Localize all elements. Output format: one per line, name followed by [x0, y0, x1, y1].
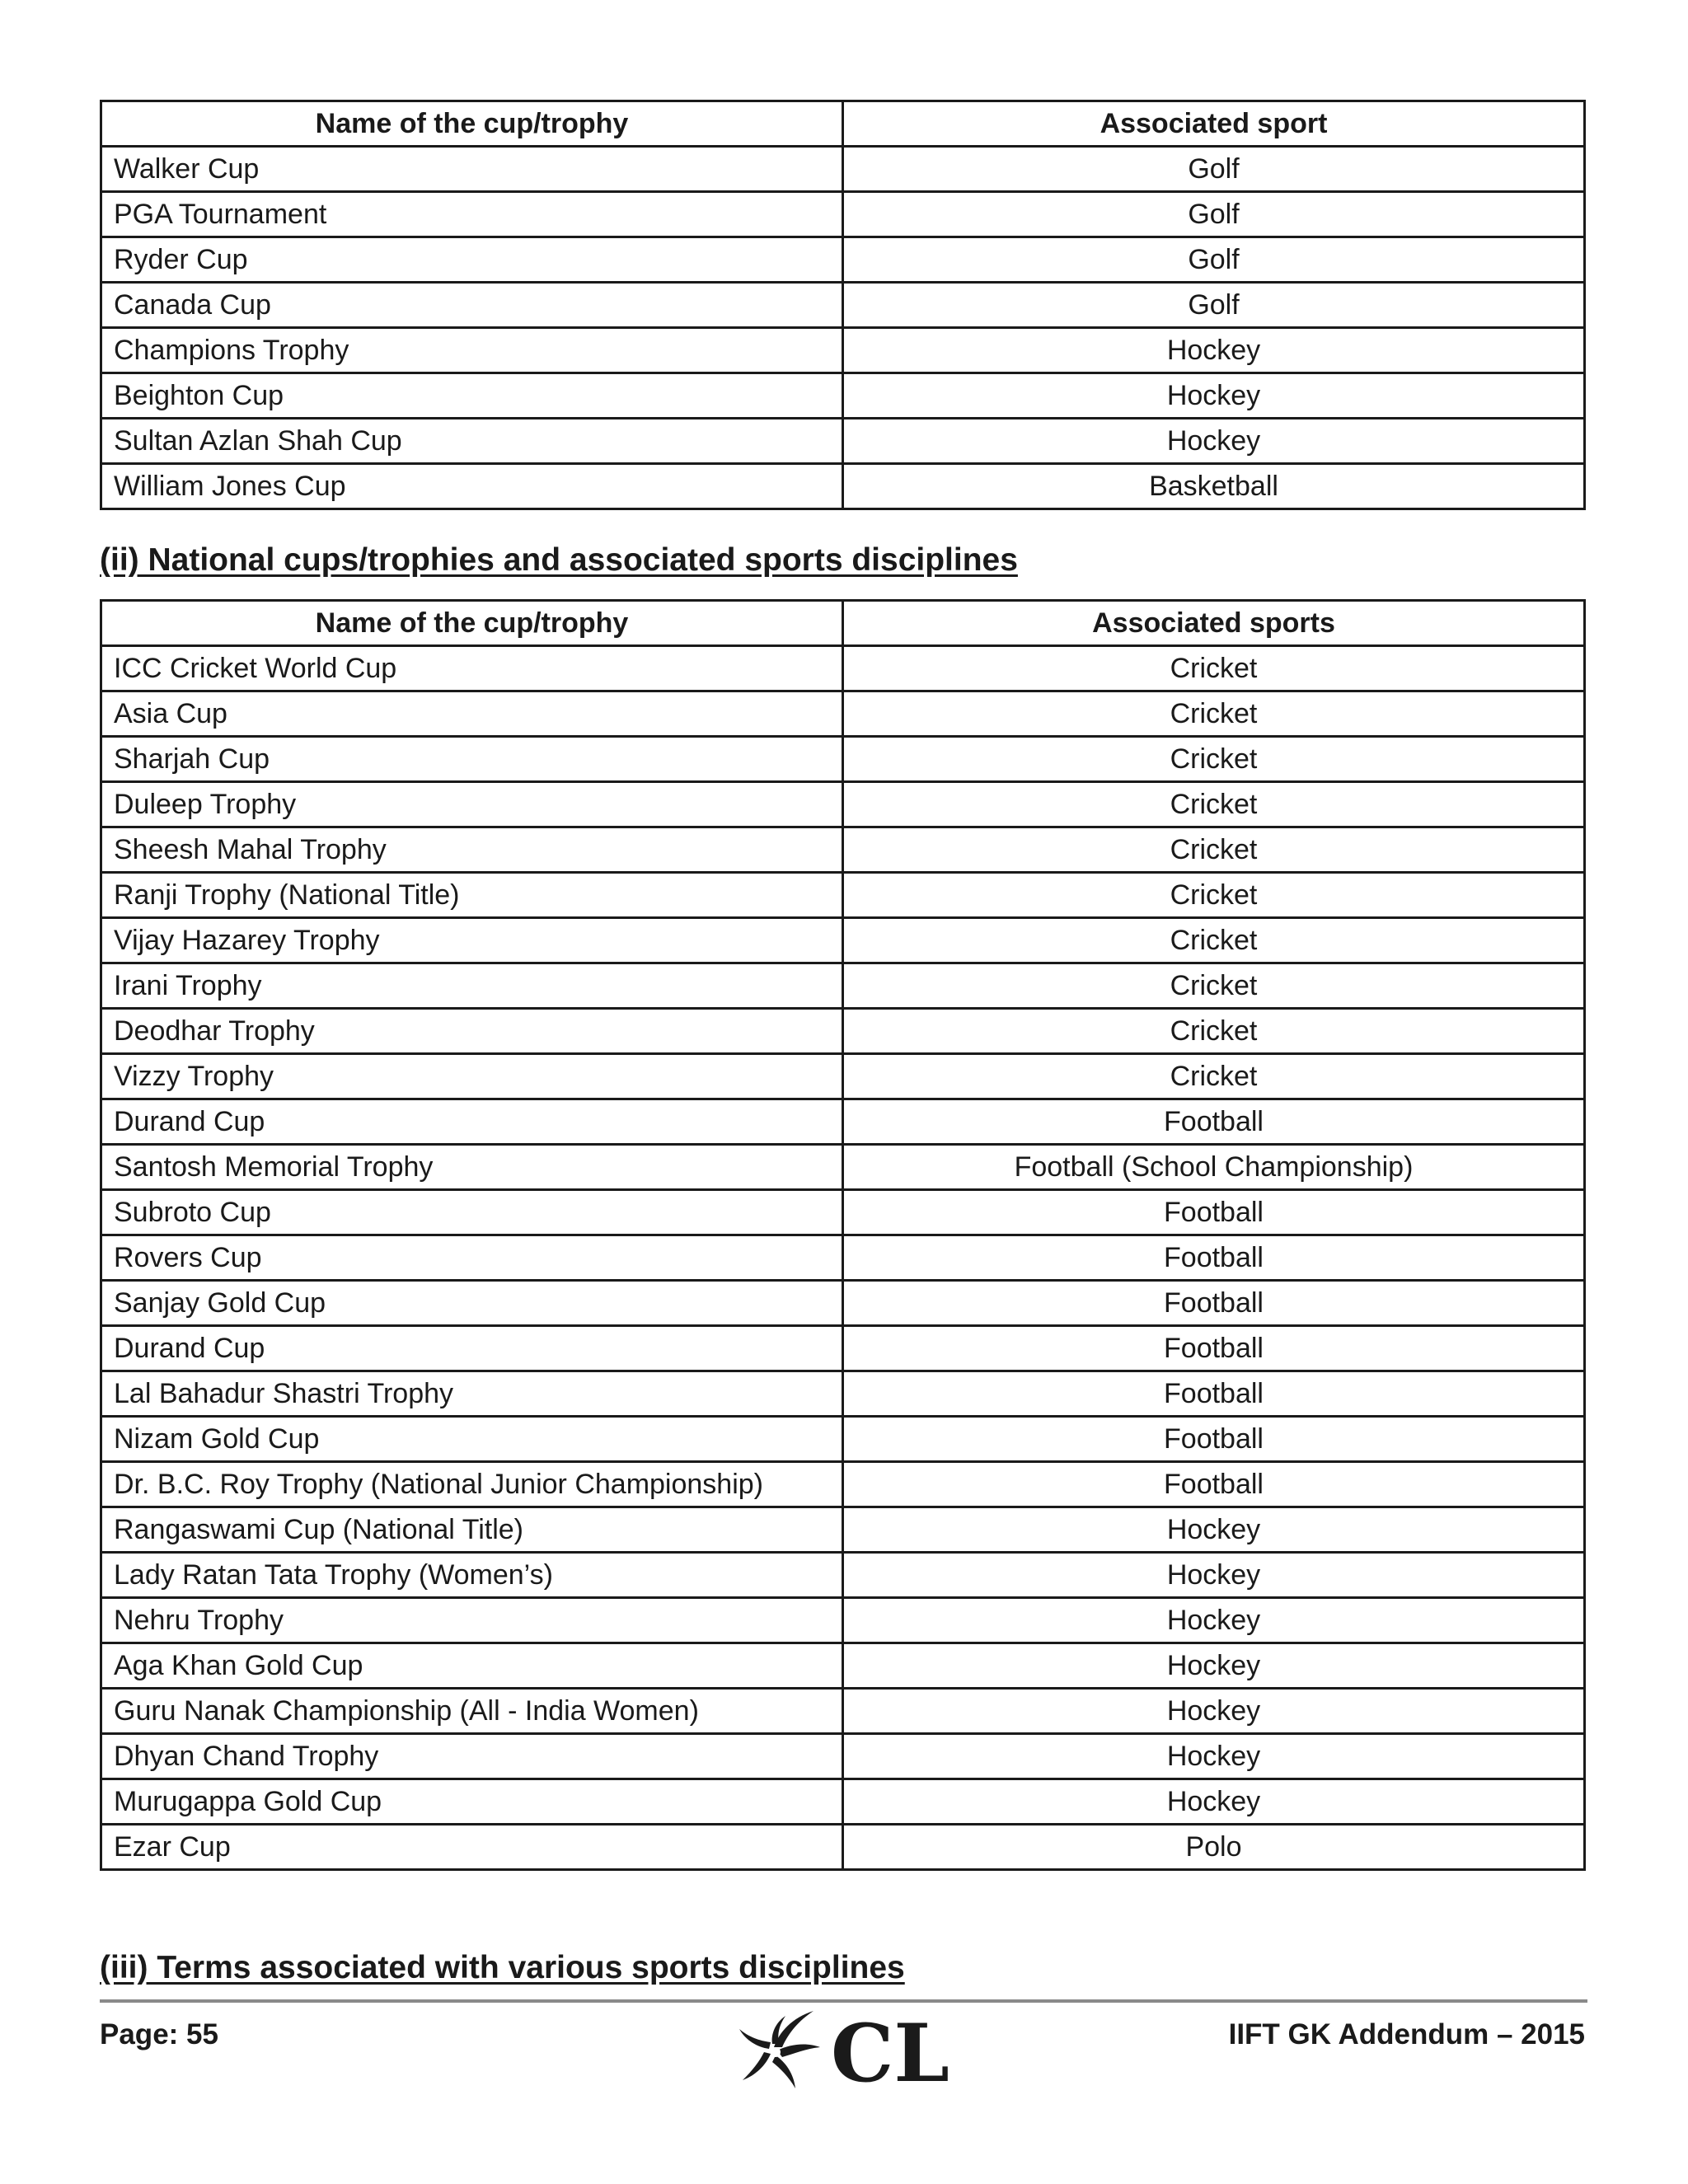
cl-logo — [736, 2003, 959, 2093]
sport-cell: Hockey — [843, 328, 1585, 373]
document-title: IIFT GK Addendum – 2015 — [1228, 2018, 1585, 2050]
table-row — [101, 1825, 1585, 1870]
table-row — [101, 1598, 1585, 1643]
table-row — [101, 1326, 1585, 1371]
cup-name-cell: Sheesh Mahal Trophy — [101, 827, 843, 873]
table-row — [101, 373, 1585, 419]
cup-name-cell: Santosh Memorial Trophy — [101, 1145, 843, 1190]
table-row — [101, 963, 1585, 1009]
table-row — [101, 782, 1585, 827]
table-row — [101, 1734, 1585, 1779]
pinwheel-swirl-icon — [739, 2011, 820, 2088]
table-row — [101, 147, 1585, 192]
table-row — [101, 1235, 1585, 1281]
table-row — [101, 1643, 1585, 1689]
sport-cell: Cricket — [843, 963, 1585, 1009]
sport-cell: Football — [843, 1190, 1585, 1235]
table-row — [101, 1281, 1585, 1326]
cup-name-cell: Rangaswami Cup (National Title) — [101, 1507, 843, 1553]
table-row — [101, 827, 1585, 873]
table-row — [101, 1009, 1585, 1054]
column-header-sport: Associated sport — [843, 101, 1585, 147]
sport-cell: Hockey — [843, 419, 1585, 464]
table-row — [101, 1689, 1585, 1734]
cup-name-cell: Deodhar Trophy — [101, 1009, 843, 1054]
sport-cell: Cricket — [843, 1054, 1585, 1099]
sport-cell: Hockey — [843, 1507, 1585, 1553]
sport-cell: Polo — [843, 1825, 1585, 1870]
cup-name-cell: Vizzy Trophy — [101, 1054, 843, 1099]
sport-cell: Golf — [843, 283, 1585, 328]
sport-cell: Football — [843, 1099, 1585, 1145]
table-row — [101, 1507, 1585, 1553]
table-row — [101, 419, 1585, 464]
sport-cell: Cricket — [843, 918, 1585, 963]
table-header-row — [101, 101, 1585, 147]
cup-name-cell: Sultan Azlan Shah Cup — [101, 419, 843, 464]
sport-cell: Cricket — [843, 737, 1585, 782]
table-row — [101, 1779, 1585, 1825]
table-header-row — [101, 601, 1585, 646]
sport-cell: Cricket — [843, 1009, 1585, 1054]
table-row — [101, 283, 1585, 328]
table-row — [101, 1054, 1585, 1099]
column-header-name: Name of the cup/trophy — [101, 601, 843, 646]
sport-cell: Hockey — [843, 1689, 1585, 1734]
national-cups-table — [100, 599, 1586, 1871]
sport-cell: Football — [843, 1281, 1585, 1326]
sport-cell: Football — [843, 1462, 1585, 1507]
table-row — [101, 464, 1585, 509]
sport-cell: Golf — [843, 192, 1585, 237]
sport-cell: Golf — [843, 237, 1585, 283]
cup-name-cell: Lal Bahadur Shastri Trophy — [101, 1371, 843, 1417]
sport-cell: Hockey — [843, 1553, 1585, 1598]
cup-name-cell: Beighton Cup — [101, 373, 843, 419]
sport-cell: Hockey — [843, 1779, 1585, 1825]
table-row — [101, 192, 1585, 237]
cup-name-cell: Lady Ratan Tata Trophy (Women’s) — [101, 1553, 843, 1598]
sport-cell: Football — [843, 1417, 1585, 1462]
section-heading-sports-terms: (iii) Terms associated with various sports disciplines — [100, 1950, 905, 1985]
cup-name-cell: PGA Tournament — [101, 192, 843, 237]
table-row — [101, 1099, 1585, 1145]
column-header-sport: Associated sports — [843, 601, 1585, 646]
table-row — [101, 737, 1585, 782]
sport-cell: Hockey — [843, 1734, 1585, 1779]
sport-cell: Cricket — [843, 646, 1585, 691]
sport-cell: Hockey — [843, 1598, 1585, 1643]
cup-name-cell: Durand Cup — [101, 1099, 843, 1145]
column-header-name: Name of the cup/trophy — [101, 101, 843, 147]
section-heading-national-cups: (ii) National cups/trophies and associated sports disciplines — [100, 542, 1018, 578]
cup-name-cell: Duleep Trophy — [101, 782, 843, 827]
sport-cell: Cricket — [843, 691, 1585, 737]
cup-name-cell: Murugappa Gold Cup — [101, 1779, 843, 1825]
cup-name-cell: Irani Trophy — [101, 963, 843, 1009]
table-row — [101, 1553, 1585, 1598]
table-row — [101, 873, 1585, 918]
table-row — [101, 1417, 1585, 1462]
sport-cell: Cricket — [843, 782, 1585, 827]
page-number: Page: 55 — [100, 2018, 218, 2050]
cup-name-cell: Ezar Cup — [101, 1825, 843, 1870]
cup-name-cell: Dhyan Chand Trophy — [101, 1734, 843, 1779]
sport-cell: Football — [843, 1235, 1585, 1281]
sport-cell: Football — [843, 1326, 1585, 1371]
table-row — [101, 237, 1585, 283]
table-row — [101, 1371, 1585, 1417]
cup-name-cell: Sanjay Gold Cup — [101, 1281, 843, 1326]
cup-name-cell: Ryder Cup — [101, 237, 843, 283]
cup-name-cell: William Jones Cup — [101, 464, 843, 509]
sport-cell: Football (School Championship) — [843, 1145, 1585, 1190]
cup-name-cell: Dr. B.C. Roy Trophy (National Junior Championship) — [101, 1462, 843, 1507]
cup-name-cell: Champions Trophy — [101, 328, 843, 373]
cup-name-cell: Durand Cup — [101, 1326, 843, 1371]
table-row — [101, 1190, 1585, 1235]
cup-name-cell: Aga Khan Gold Cup — [101, 1643, 843, 1689]
cup-name-cell: Asia Cup — [101, 691, 843, 737]
cup-name-cell: Guru Nanak Championship (All - India Women) — [101, 1689, 843, 1734]
cup-name-cell: Sharjah Cup — [101, 737, 843, 782]
table-row — [101, 1145, 1585, 1190]
cup-name-cell: Vijay Hazarey Trophy — [101, 918, 843, 963]
cup-name-cell: Rovers Cup — [101, 1235, 843, 1281]
sport-cell: Hockey — [843, 373, 1585, 419]
table-row — [101, 1462, 1585, 1507]
sport-cell: Cricket — [843, 827, 1585, 873]
table-row — [101, 918, 1585, 963]
table-row — [101, 328, 1585, 373]
cup-name-cell: Nizam Gold Cup — [101, 1417, 843, 1462]
logo-text: CL — [831, 2007, 950, 2093]
cup-name-cell: Nehru Trophy — [101, 1598, 843, 1643]
cup-name-cell: Subroto Cup — [101, 1190, 843, 1235]
sport-cell: Cricket — [843, 873, 1585, 918]
sport-cell: Basketball — [843, 464, 1585, 509]
sport-cell: Hockey — [843, 1643, 1585, 1689]
cup-name-cell: ICC Cricket World Cup — [101, 646, 843, 691]
international-cups-table — [100, 100, 1586, 510]
sport-cell: Golf — [843, 147, 1585, 192]
table-row — [101, 646, 1585, 691]
cup-name-cell: Ranji Trophy (National Title) — [101, 873, 843, 918]
cup-name-cell: Canada Cup — [101, 283, 843, 328]
cup-name-cell: Walker Cup — [101, 147, 843, 192]
table-row — [101, 691, 1585, 737]
sport-cell: Football — [843, 1371, 1585, 1417]
